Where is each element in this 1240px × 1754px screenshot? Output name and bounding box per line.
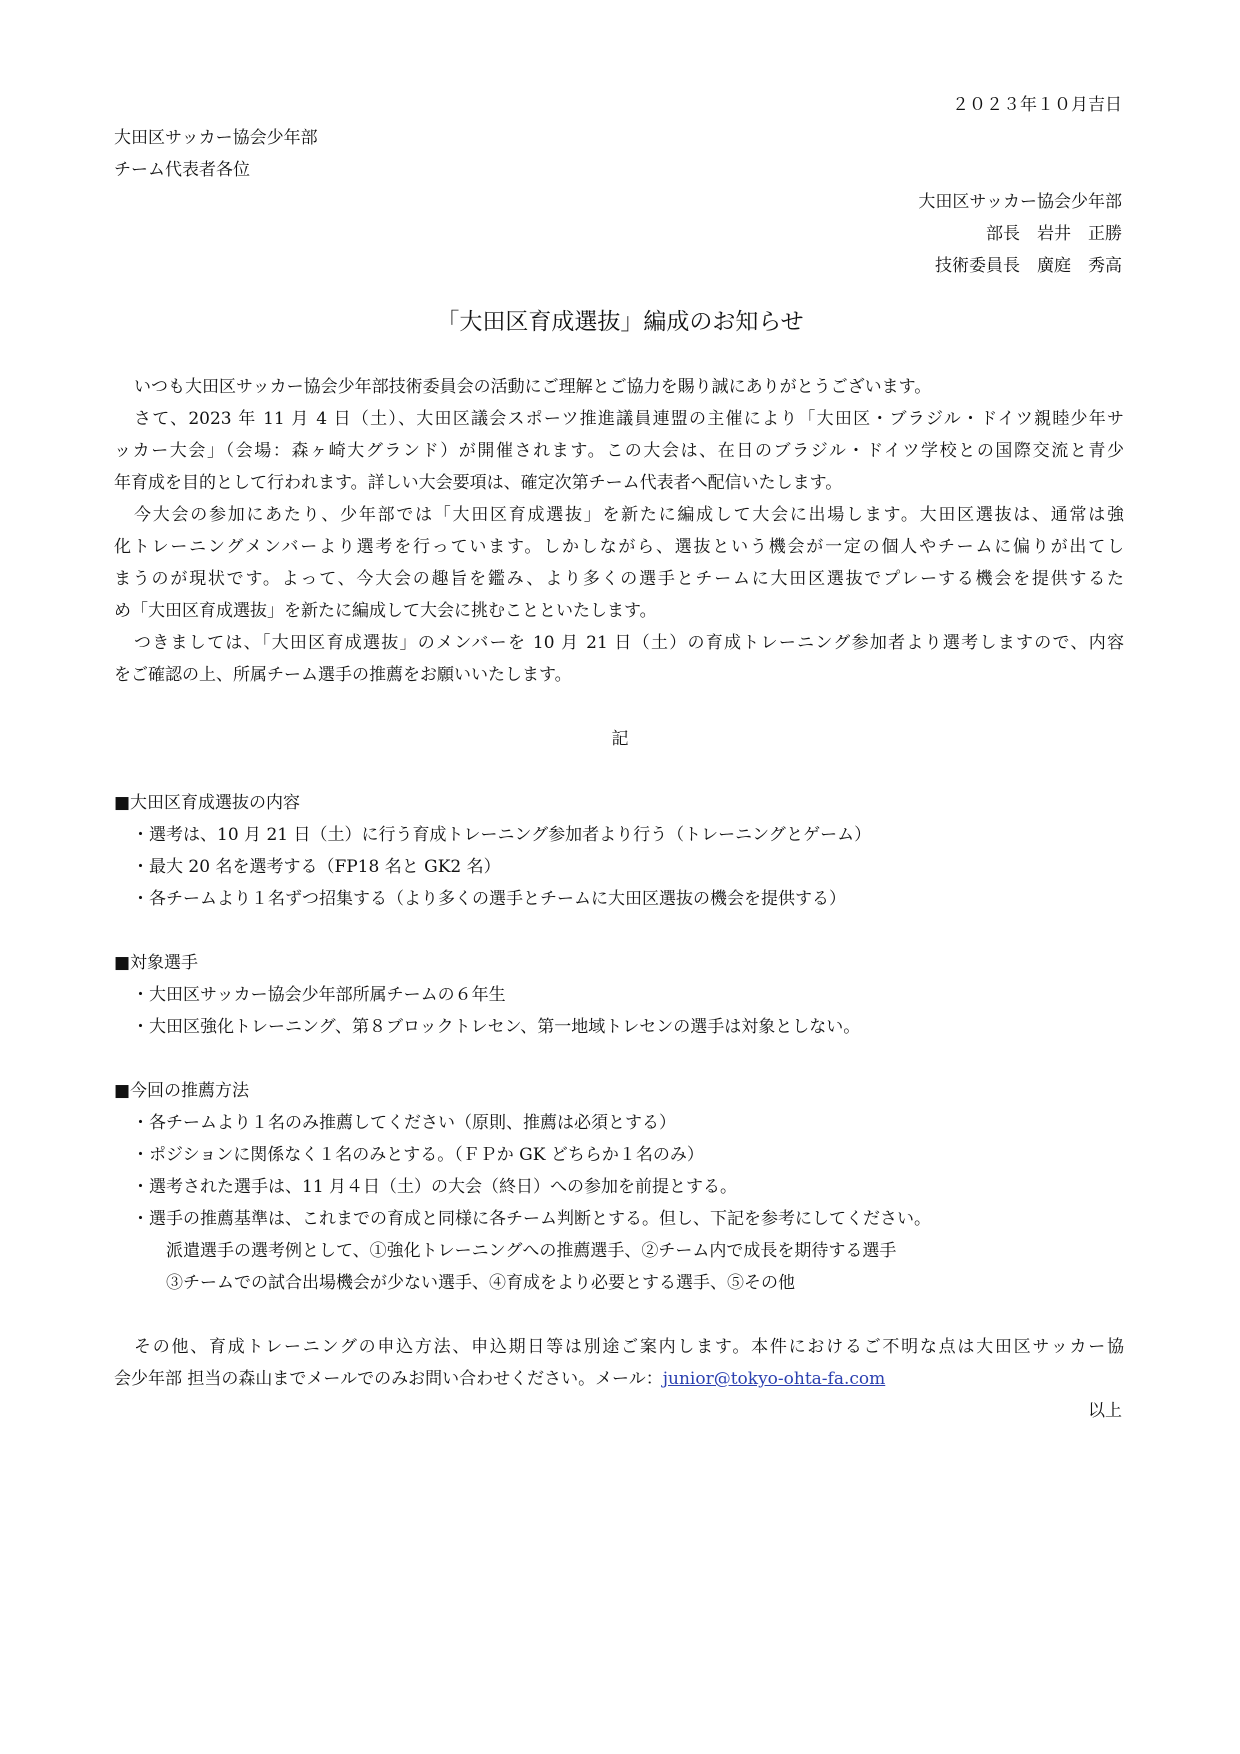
list-item: ・大田区サッカー協会少年部所属チームの６年生 [132, 985, 506, 1005]
section-eligible-players-heading: ■対象選手 [114, 953, 199, 973]
document-title: 「大田区育成選抜」編成のお知らせ [436, 309, 804, 335]
list-item: ・各チームより１名のみ推薦してください（原則、推薦は必須とする） [132, 1113, 676, 1133]
paragraph-1-line-1: いつも大田区サッカー協会少年部技術委員会の活動にご理解とご協力を賜り誠にありがとうございます。 [134, 377, 932, 397]
paragraph-3-line-3: まうのが現状です。よって、今大会の趣旨を鑑み、より多くの選手とチームに大田区選抜でプレーする機会を提供するた [114, 569, 1124, 589]
recipient-organization: 大田区サッカー協会少年部 [114, 128, 318, 148]
issue-date: ２０２３年１０月吉日 [952, 95, 1122, 115]
sender-organization: 大田区サッカー協会少年部 [918, 192, 1122, 212]
paragraph-2-line-1: さて、2023 年 11 月 4 日（土）、大田区議会スポーツ推進議員連盟の主催により「大田区・ブラジル・ドイツ親睦少年サ [134, 409, 1124, 429]
list-item: ・最大 20 名を選考する（FP18 名と GK2 名） [132, 857, 501, 877]
paragraph-3-line-2: 化トレーニングメンバーより選考を行っています。しかしながら、選抜という機会が一定の個人やチームに偏りが出てし [114, 537, 1124, 557]
paragraph-4-line-1: つきましては、「大田区育成選抜」のメンバーを 10 月 21 日（土）の育成トレーニング参加者より選考しますので、内容 [134, 633, 1124, 653]
paragraph-2-line-2: ッカー大会」（会場：森ヶ崎大グランド）が開催されます。この大会は、在日のブラジル・ドイツ学校との国際交流と青少 [114, 441, 1124, 461]
contact-email-link[interactable]: junior@tokyo-ohta-fa.com [662, 1369, 886, 1389]
ki-marker: 記 [611, 729, 629, 749]
section-content-heading: ■大田区育成選抜の内容 [114, 793, 301, 813]
paragraph-3-line-1: 今大会の参加にあたり、少年部では「大田区育成選抜」を新たに編成して大会に出場します。大田区選抜は、通常は強 [134, 505, 1124, 525]
closing-line-2 [114, 1368, 885, 1390]
list-item: ・選考された選手は、11 月４日（土）の大会（終日）への参加を前提とする。 [132, 1177, 738, 1197]
paragraph-2-line-3: 年育成を目的として行われます。詳しい大会要項は、確定次第チーム代表者へ配信いたします。 [114, 473, 843, 493]
list-sub-item: 派遣選手の選考例として、①強化トレーニングへの推薦選手、②チーム内で成長を期待する選手 [166, 1241, 897, 1261]
list-item: ・ポジションに関係なく１名のみとする。（ＦＰか GK どちらか１名のみ） [132, 1145, 704, 1165]
paragraph-3-line-4: め「大田区育成選抜」を新たに編成して大会に挑むことといたします。 [114, 601, 657, 621]
paragraph-4-line-2: をご確認の上、所属チーム選手の推薦をお願いいたします。 [114, 665, 572, 685]
sender-technical-chair: 技術委員長 廣庭 秀高 [935, 256, 1122, 276]
sender-director: 部長 岩井 正勝 [986, 224, 1122, 244]
list-item: ・選手の推薦基準は、これまでの育成と同様に各チーム判断とする。但し、下記を参考にしてください。 [132, 1209, 931, 1229]
recipient: チーム代表者各位 [114, 160, 250, 180]
list-item: ・各チームより１名ずつ招集する（より多くの選手とチームに大田区選抜の機会を提供する） [132, 889, 846, 909]
list-item: ・大田区強化トレーニング、第８ブロックトレセン、第一地域トレセンの選手は対象としない。 [132, 1017, 861, 1037]
list-item: ・選考は、10 月 21 日（土）に行う育成トレーニング参加者より行う（トレーニングとゲーム） [132, 825, 872, 845]
closing-line-1: その他、育成トレーニングの申込方法、申込期日等は別途ご案内します。本件におけるご不明な点は大田区サッカー協 [134, 1337, 1124, 1357]
section-recommendation-heading: ■今回の推薦方法 [114, 1081, 250, 1101]
closing-end-mark: 以上 [1088, 1401, 1122, 1421]
list-sub-item: ③チームでの試合出場機会が少ない選手、④育成をより必要とする選手、⑤その他 [166, 1273, 795, 1293]
closing-line-2-text: 会少年部 担当の森山までメールでのみお問い合わせください。メール： [114, 1369, 663, 1389]
